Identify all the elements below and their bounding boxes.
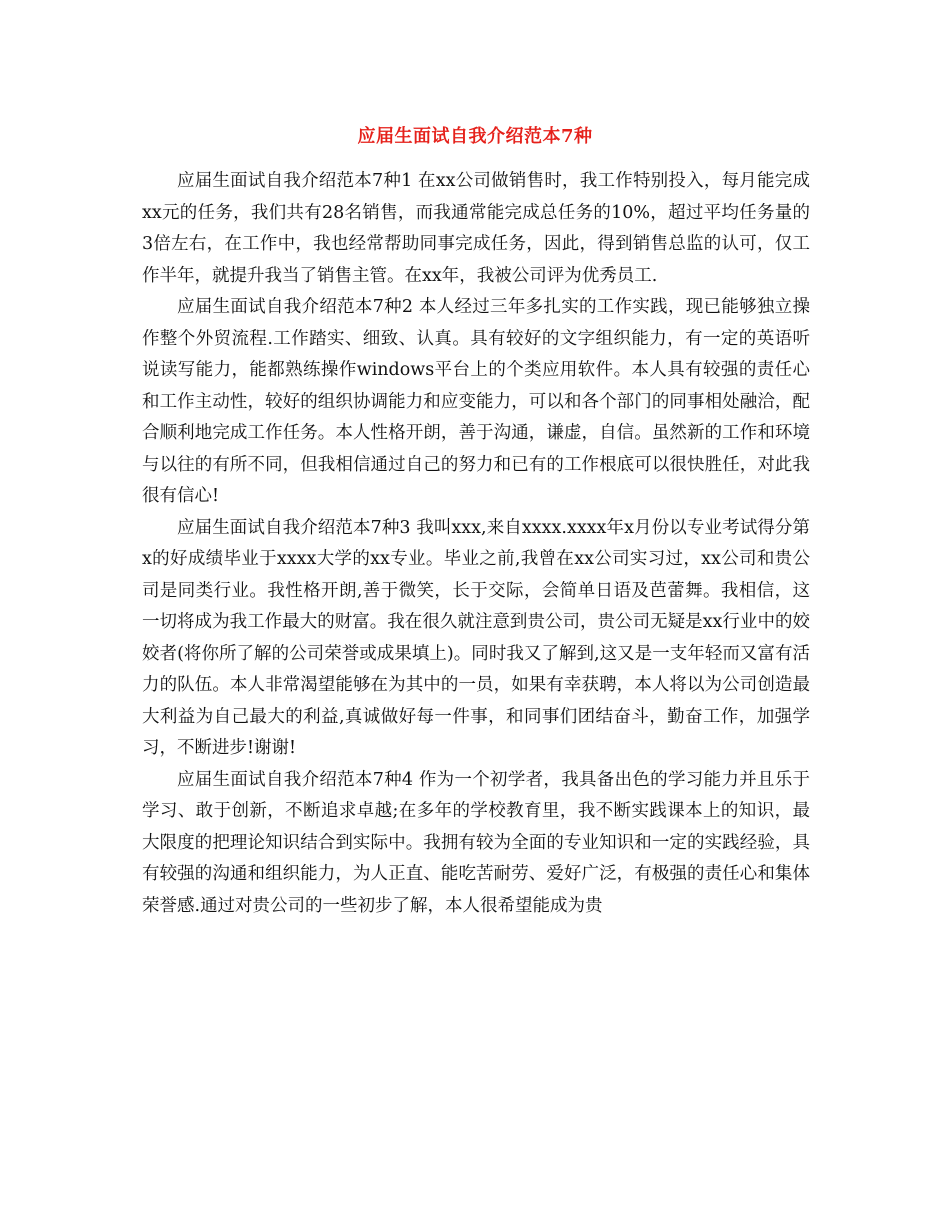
- document-title: 应届生面试自我介绍范本7种: [357, 126, 593, 147]
- paragraph-1: 应届生面试自我介绍范本7种1 在xx公司做销售时，我工作特别投入，每月能完成xx元的任务，我们共有28名销售，而我通常能完成总任务的10%，超过平均任务量的3倍左右，在工作中，我也经常帮助同事完成任务，因此，得到销售总监的认可，仅工作半年，就提升我当了销售主管。在xx年，我被公司评为优秀员工.: [142, 171, 810, 286]
- paragraph-3: 应届生面试自我介绍范本7种3 我叫xxx,来自xxxx.xxxx年x月份以专业考试得分第x的好成绩毕业于xxxx大学的xx专业。毕业之前,我曾在xx公司实习过，xx公司和贵公司是同类行业。我性格开朗,善于微笑，长于交际，会简单日语及芭蕾舞。我相信，这一切将成为我工作最大的财富。我在很久就注意到贵公司，贵公司无疑是xx行业中的姣姣者(将你所了解的公司荣誉或成果填上)。同时我又了解到,这又是一支年轻而又富有活力的队伍。本人非常渴望能够在为其中的一员，如果有幸获聘，本人将以为公司创造最大利益为自己最大的利益,真诚做好每一件事，和同事们团结奋斗，勤奋工作，加强学习，不断进步!谢谢!: [142, 517, 810, 758]
- document-body: [142, 166, 810, 922]
- paragraph-2: 应届生面试自我介绍范本7种2 本人经过三年多扎实的工作实践，现已能够独立操作整个外贸流程.工作踏实、细致、认真。具有较好的文字组织能力，有一定的英语听说读写能力，能都熟练操作windows平台上的个类应用软件。本人具有较强的责任心和工作主动性，较好的组织协调能力和应变能力，可以和各个部门的同事相处融洽，配合顺利地完成工作任务。本人性格开朗，善于沟通，谦虚，自信。虽然新的工作和环境与以往的有所不同，但我相信通过自己的努力和已有的工作根底可以很快胜任，对此我很有信心!: [142, 297, 810, 506]
- paragraph-4: 应届生面试自我介绍范本7种4 作为一个初学者，我具备出色的学习能力并且乐于学习、敢于创新，不断追求卓越;在多年的学校教育里，我不断实践课本上的知识，最大限度的把理论知识结合到实际中。我拥有较为全面的专业知识和一定的实践经验，具有较强的沟通和组织能力，为人正直、能吃苦耐劳、爱好广泛，有极强的责任心和集体荣誉感.通过对贵公司的一些初步了解，本人很希望能成为贵: [142, 769, 810, 916]
